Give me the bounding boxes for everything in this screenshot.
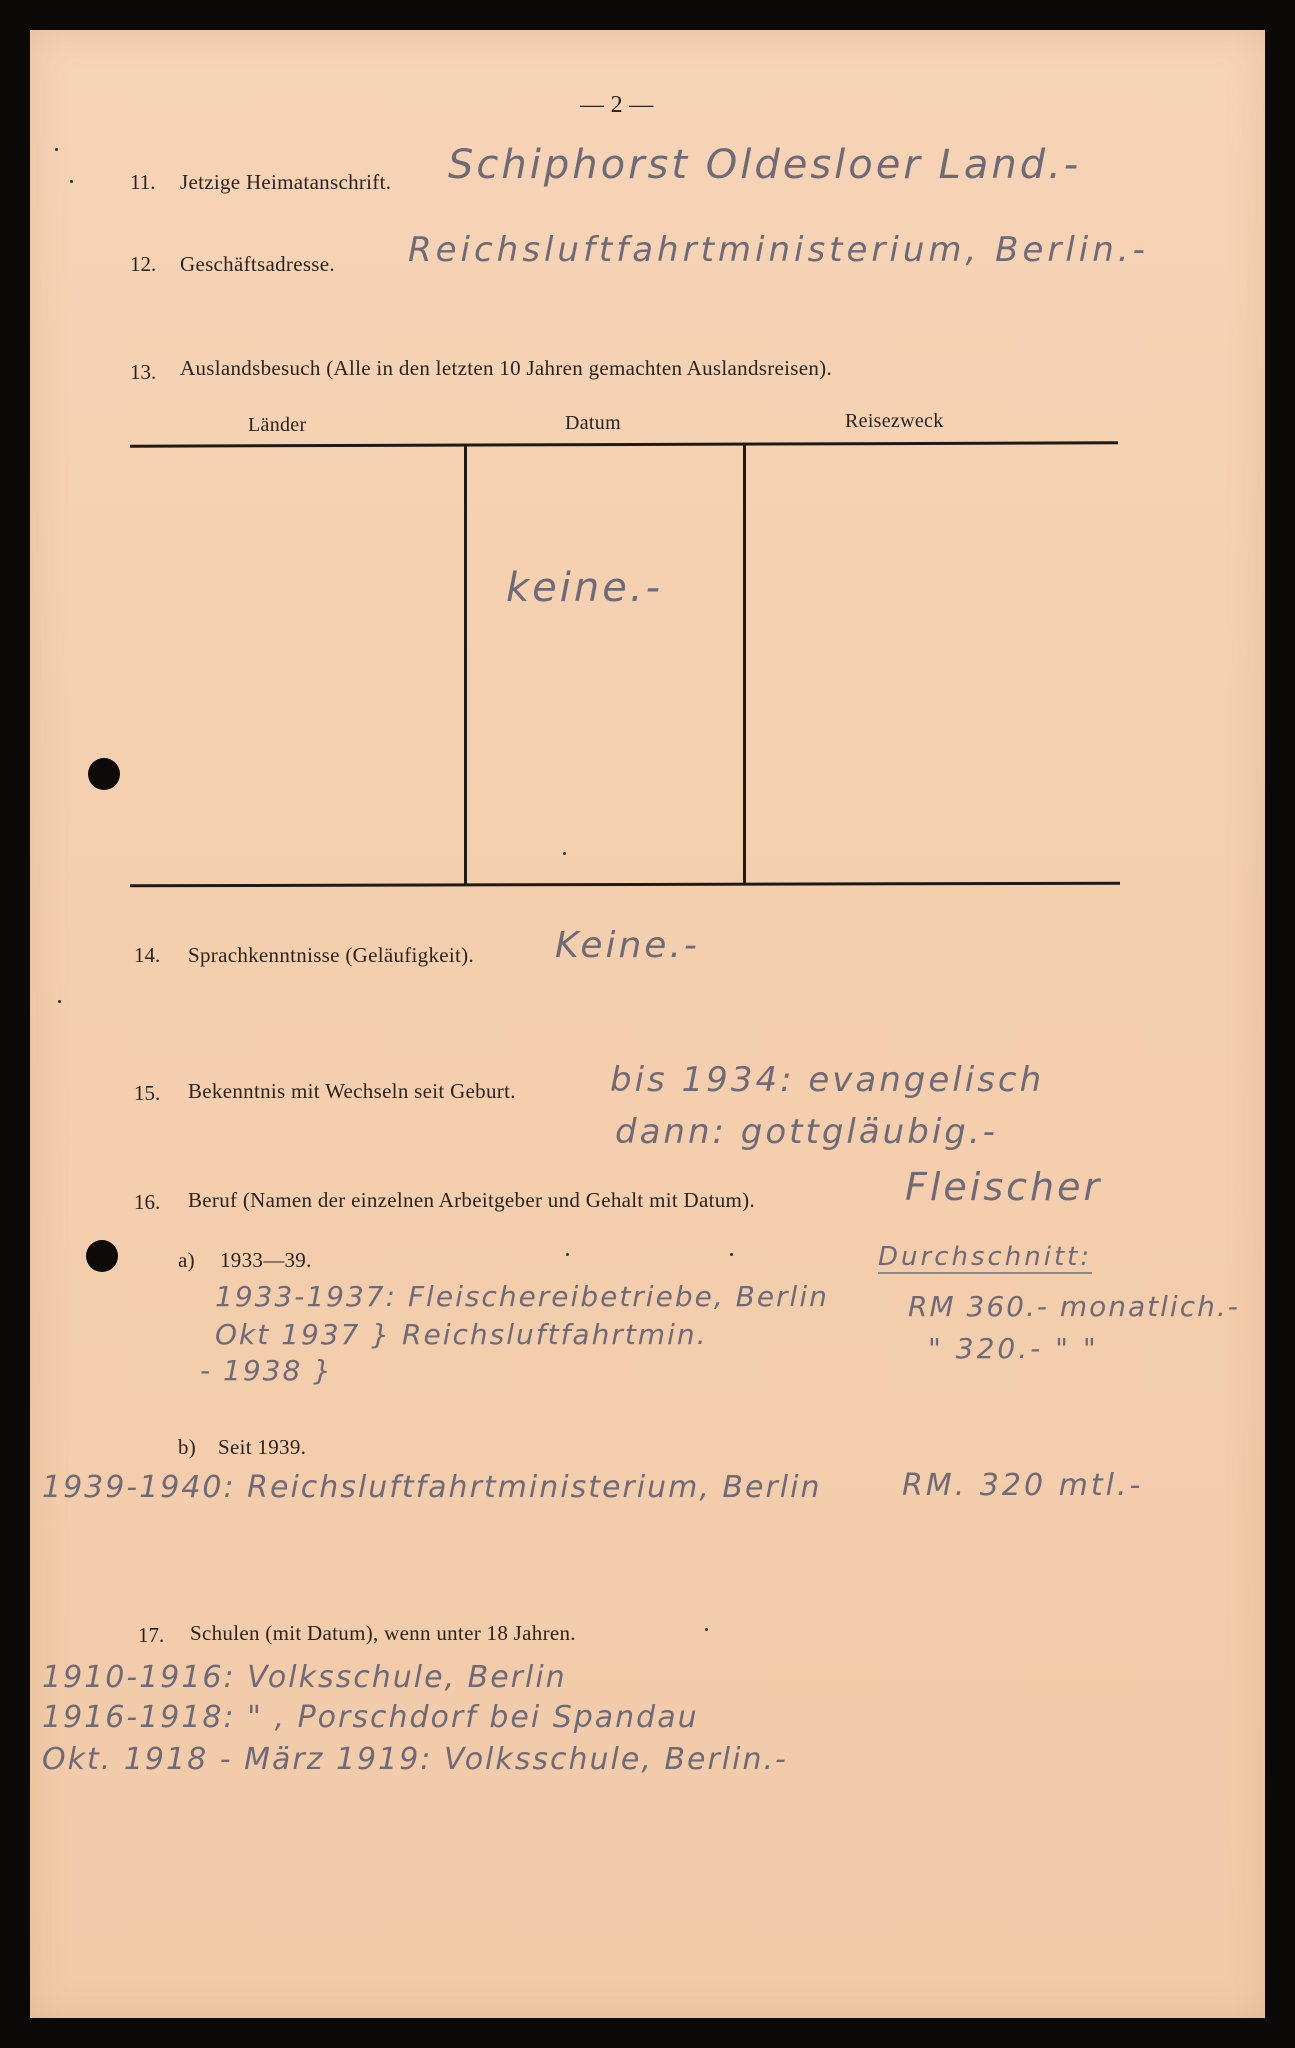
q16a-line-1: 1933-1937: Fleischereibetriebe, Berlin (215, 1280, 829, 1313)
q16a-salary-2: " 320.- " " (928, 1332, 1099, 1365)
q13-answer: keine.- (506, 565, 663, 611)
q13-number: 13. (130, 360, 157, 384)
punch-hole-top (88, 758, 120, 790)
q16-label: Beruf (Namen der einzelnen Arbeitgeber und Gehalt mit Datum). (188, 1188, 756, 1212)
form-page (30, 30, 1265, 2018)
q11-answer: Schiphorst Oldesloer Land.- (448, 142, 1082, 188)
table-col-divider-1 (464, 444, 467, 884)
table-col-divider-2 (743, 444, 746, 884)
q15-number: 15. (134, 1081, 161, 1105)
punch-hole-bottom (86, 1240, 118, 1272)
q14-answer: Keine.- (555, 925, 700, 966)
col-reisezweck: Reisezweck (845, 410, 944, 432)
paper-speck (70, 180, 73, 183)
q16b-label: b) (178, 1435, 197, 1459)
q16a-period: 1933—39. (220, 1248, 312, 1272)
q16a-line-3: - 1938 } (200, 1354, 333, 1387)
paper-speck (730, 1253, 733, 1256)
table-top-rule (130, 441, 1118, 447)
col-laender: Länder (248, 414, 307, 436)
page-number: — 2 — (580, 92, 654, 118)
q14-number: 14. (134, 943, 161, 967)
paper-speck (705, 1628, 708, 1631)
paper-speck (566, 1253, 569, 1256)
q13-label: Auslandsbesuch (Alle in den letzten 10 Jahren gemachten Auslandsreisen). (180, 356, 832, 380)
paper-speck (58, 1000, 61, 1003)
table-bottom-rule (130, 882, 1120, 888)
q16a-label: a) (178, 1248, 195, 1272)
q16-answer: Fleischer (905, 1165, 1103, 1209)
col-datum: Datum (565, 412, 621, 434)
q16b-salary: RM. 320 mtl.- (902, 1468, 1144, 1503)
q11-label: Jetzige Heimatanschrift. (180, 170, 392, 194)
q16a-line-2: Okt 1937 } Reichsluftfahrtmin. (215, 1318, 708, 1351)
q12-answer: Reichsluftfahrtministerium, Berlin.- (408, 230, 1149, 270)
q17-number: 17. (138, 1623, 165, 1647)
q15-answer-line2: dann: gottgläubig.- (615, 1112, 998, 1152)
q15-answer-line1: bis 1934: evangelisch (610, 1060, 1045, 1100)
q17-line-2: 1916-1918: " , Porschdorf bei Spandau (42, 1700, 699, 1735)
q17-label: Schulen (mit Datum), wenn unter 18 Jahren. (190, 1621, 576, 1645)
q14-label: Sprachkenntnisse (Geläufigkeit). (188, 943, 475, 967)
q12-label: Geschäftsadresse. (180, 252, 335, 276)
q16b-period: Seit 1939. (218, 1435, 307, 1459)
q16-number: 16. (134, 1190, 161, 1214)
q15-label: Bekenntnis mit Wechseln seit Geburt. (188, 1079, 516, 1103)
q12-number: 12. (130, 252, 157, 276)
q17-line-3: Okt. 1918 - März 1919: Volksschule, Berlin.- (42, 1742, 788, 1777)
q17-line-1: 1910-1916: Volksschule, Berlin (42, 1660, 567, 1695)
q16a-salary-1: RM 360.- monatlich.- (908, 1290, 1240, 1323)
paper-speck (55, 148, 58, 151)
q16b-line: 1939-1940: Reichsluftfahrtministerium, Berlin (42, 1470, 822, 1505)
paper-speck (563, 852, 566, 855)
q11-number: 11. (130, 170, 156, 194)
q16a-average-header: Durchschnitt: (878, 1242, 1093, 1272)
